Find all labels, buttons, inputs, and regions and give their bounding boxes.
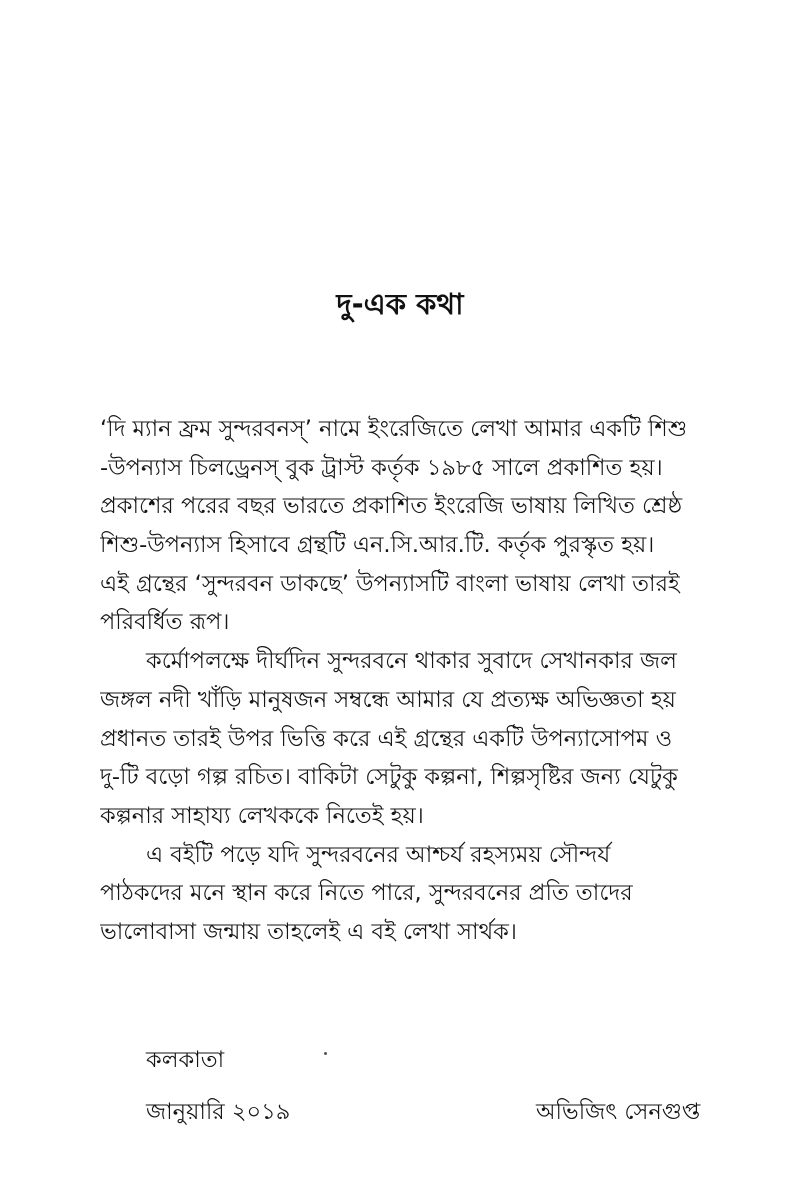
text-line: এ বইটি পড়ে যদি সুন্দরবনের আশ্চর্য রহস্যময় সৌন্দর্য (146, 841, 611, 868)
text-line: ভালোবাসা জন্মায় তাহলেই এ বই লেখা সার্থক। (100, 918, 517, 945)
text-line: পরিবর্ধিত রূপ। (100, 609, 230, 636)
author-name: অভিজিৎ সেনগুপ্ত (536, 1099, 701, 1125)
text-line: দু-টি বড়ো গল্প রচিত। বাকিটা সেটুকু কল্পনা, শিল্পসৃষ্টির জন্য যেটুকু (100, 764, 678, 791)
text-line: -উপন্যাস চিলড্রেনস্ বুক ট্রাস্ট কর্তৃক ১৯৮৫ সালে প্রকাশিত হয়। (100, 454, 663, 481)
text-line: জঙ্গল নদী খাঁড়ি মানুষজন সম্বন্ধে আমার যে প্রত্যক্ষ অভিজ্ঞতা হয় (100, 686, 676, 713)
text-line: কল্পনার সাহায্য লেখককে নিতেই হয়। (100, 802, 424, 829)
text-line: কর্মোপলক্ষে দীর্ঘদিন সুন্দরবনে থাকার সুবাদে সেখানকার জল (146, 648, 677, 675)
text-line: পাঠকদের মনে স্থান করে নিতে পারে, সুন্দরবনের প্রতি তাদের (100, 880, 633, 907)
signature-place: কলকাতা (146, 1047, 225, 1073)
paper-speck (324, 1052, 327, 1055)
signature-date: জানুয়ারি ২০১৯ (146, 1099, 291, 1125)
preface-body (100, 410, 712, 952)
text-line: ‘দি ম্যান ফ্রম সুন্দরবনস্’ নামে ইংরেজিতে লেখা আমার একটি শিশু (100, 416, 688, 442)
text-line: প্রধানত তারই উপর ভিত্তি করে এই গ্রন্থের একটি উপন্যাসোপম ও (100, 725, 673, 752)
text-line: প্রকাশের পরের বছর ভারতে প্রকাশিত ইংরেজি ভাষায় লিখিত শ্রেষ্ঠ (100, 493, 683, 520)
page-title: দু-এক কথা (336, 287, 464, 321)
text-line: শিশু-উপন্যাস হিসাবে গ্রন্থটি এন.সি.আর.টি. কর্তৃক পুরস্কৃত হয়। (100, 532, 655, 559)
text-line: এই গ্রন্থের ‘সুন্দরবন ডাকছে’ উপন্যাসটি বাংলা ভাষায় লেখা তারই (100, 570, 680, 597)
